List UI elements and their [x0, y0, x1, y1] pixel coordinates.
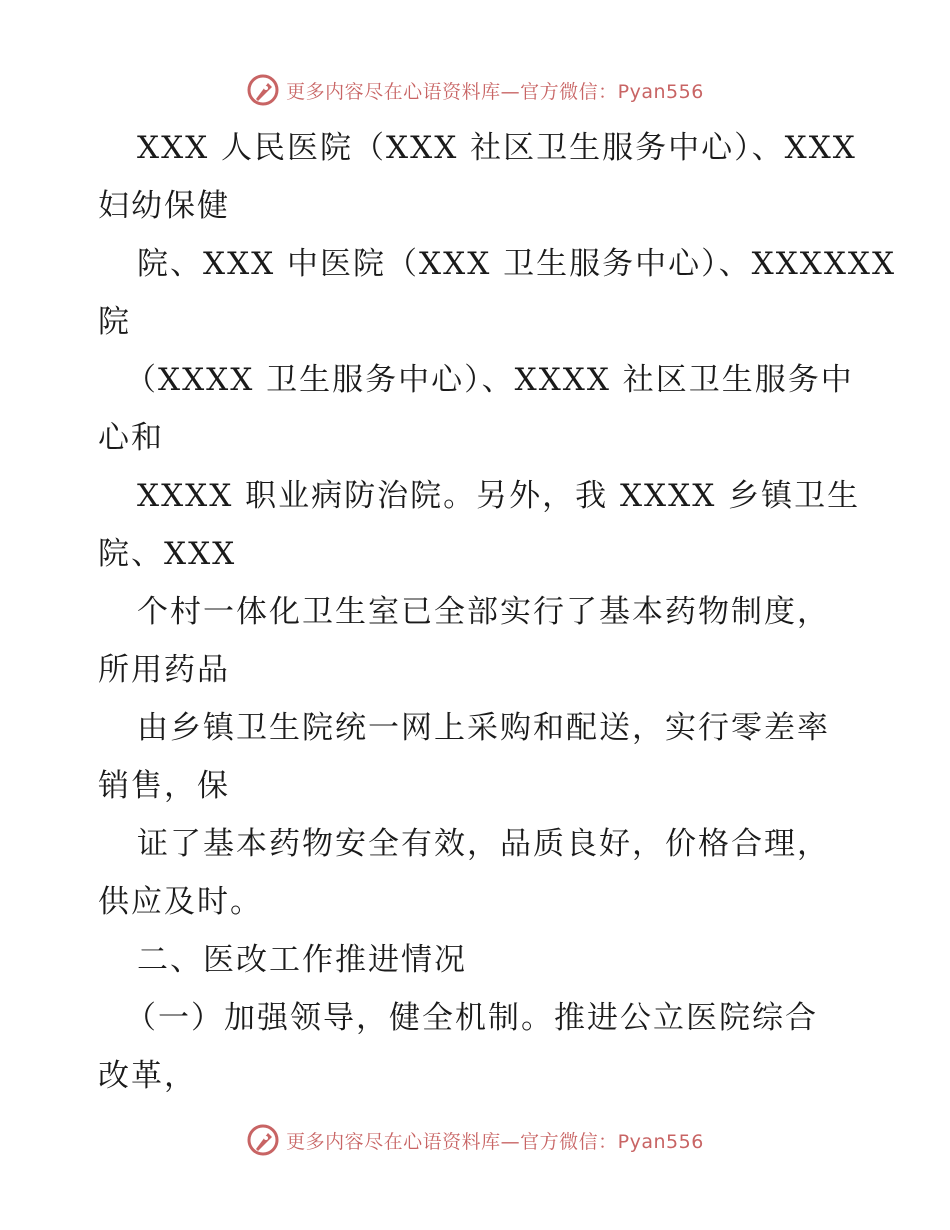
body-line: 证了基本药物安全有效，品质良好，价格合理， — [137, 826, 830, 862]
body-line: 院 — [98, 304, 131, 340]
section-heading: 二、医改工作推进情况 — [137, 942, 467, 978]
body-line: 个村一体化卫生室已全部实行了基本药物制度， — [137, 594, 830, 630]
body-line: 由乡镇卫生院统一网上采购和配送，实行零差率 — [137, 710, 830, 746]
body-line: 妇幼保健 — [98, 188, 230, 224]
body-line: （一）加强领导，健全机制。推进公立医院综合 — [125, 1000, 818, 1036]
watermark-text: 更多内容尽在心语资料库—官方微信：Pyan556 — [286, 80, 704, 103]
watermark-text: 更多内容尽在心语资料库—官方微信：Pyan556 — [286, 1130, 704, 1153]
body-line: 销售，保 — [98, 768, 230, 804]
header-watermark — [0, 70, 950, 110]
body-line: XXXX 职业病防治院。另外，我 XXXX 乡镇卫生 — [137, 478, 861, 514]
body-line: XXX 人民医院（XXX 社区卫生服务中心）、XXX — [137, 130, 857, 166]
body-line: 院、XXX — [98, 536, 237, 572]
pen-nib-logo-icon — [246, 73, 280, 107]
body-line: 院、XXX 中医院（XXX 卫生服务中心）、XXXXXX — [137, 246, 897, 282]
footer-watermark — [0, 1120, 950, 1160]
body-line: 心和 — [98, 420, 164, 456]
body-line: 供应及时。 — [98, 884, 263, 920]
body-line: 所用药品 — [98, 652, 230, 688]
body-line: （XXXX 卫生服务中心）、XXXX 社区卫生服务中 — [125, 362, 854, 398]
body-line: 改革， — [98, 1058, 197, 1094]
pen-nib-logo-icon — [246, 1123, 280, 1157]
